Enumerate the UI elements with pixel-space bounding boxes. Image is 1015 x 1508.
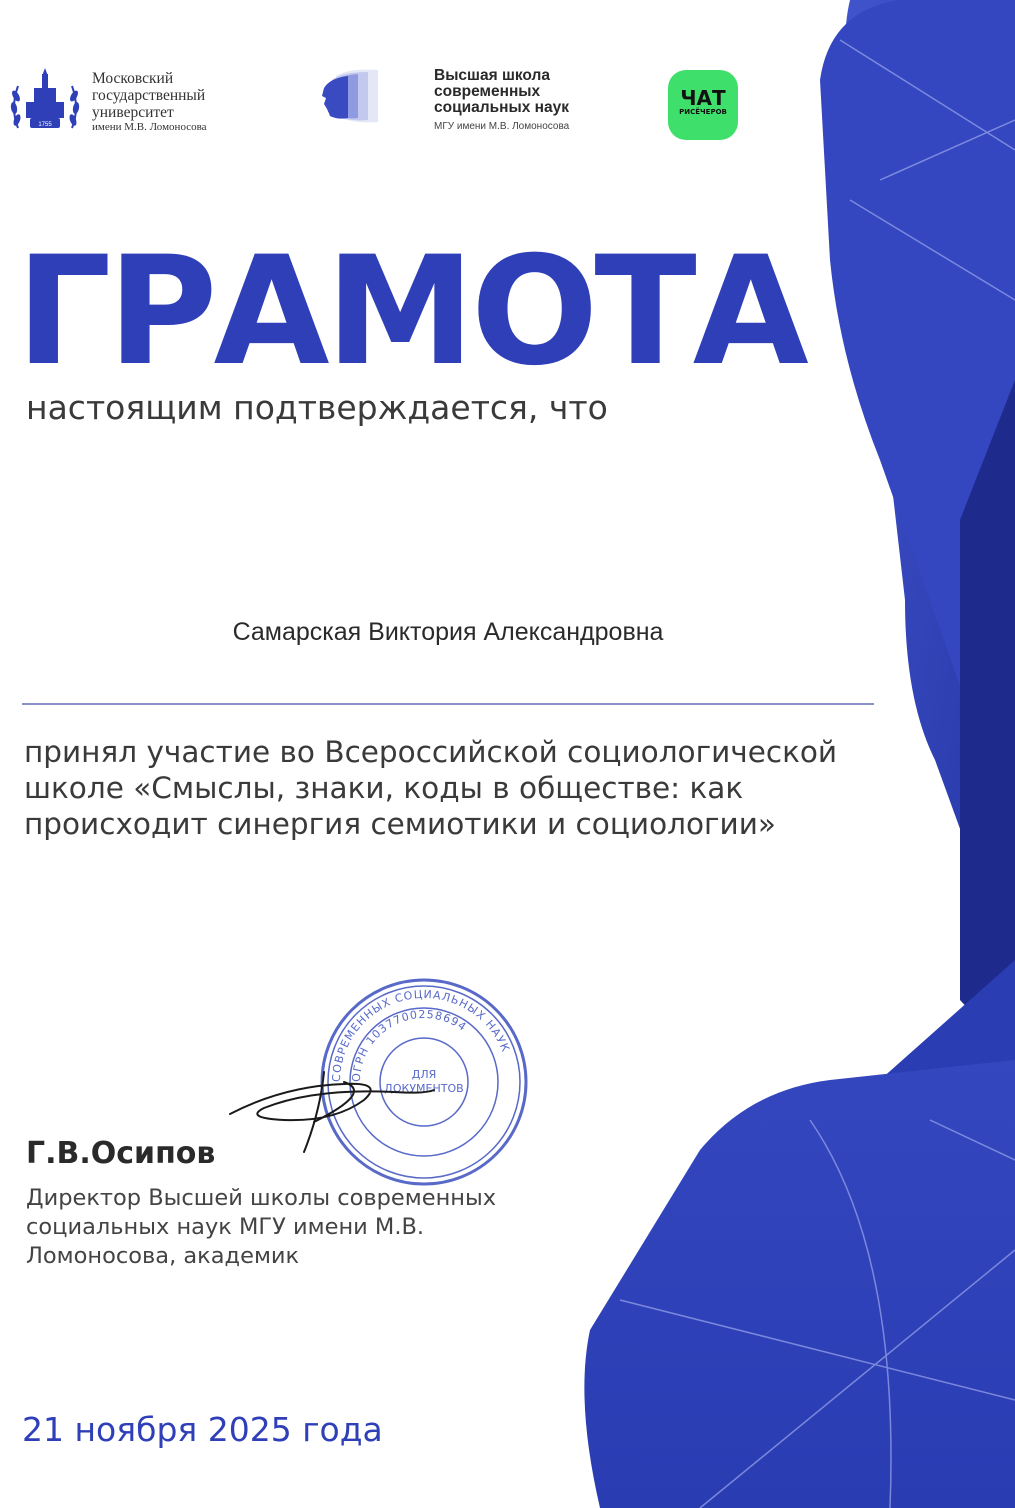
hs-name-line3: социальных наук [434,99,570,116]
hs-name-line2: современных [434,83,541,100]
svg-text:ОГРН 1037700258694: ОГРН 1037700258694 [349,1007,470,1083]
signer-name: Г.В.Осипов [26,1136,216,1171]
msu-emblem-icon [8,68,82,140]
signer-title: Директор Высшей школы современных социальных наук МГУ имени М.В. Ломоносова, академик [26,1185,497,1269]
hs-name-line4: МГУ имени М.В. Ломоносова [434,121,570,132]
participation-text: принял участие во Всероссийской социологической школе «Смыслы, знаки, коды в обществе: как происходит синергия семиотики и социологии» [24,735,838,841]
certificate-date: 21 ноября 2025 года [22,1410,383,1449]
chat-researchers-logo [668,70,738,140]
faces-profile-icon [318,66,418,126]
svg-text:СОВРЕМЕННЫХ СОЦИАЛЬНЫХ НАУК: СОВРЕМЕННЫХ СОЦИАЛЬНЫХ НАУК [329,987,513,1083]
handwritten-signature [224,1052,474,1162]
stamp-center-line1: ДЛЯ [411,1068,437,1081]
certificate-title: ГРАМОТА [16,225,805,399]
svg-text:1755: 1755 [38,122,52,128]
msu-name-line1: Московский [92,70,174,87]
higher-school-logo [318,66,618,146]
msu-name-line2: государственный [92,87,206,104]
msu-name-line3: университет [92,104,174,121]
deco-shape-bottom [584,1060,1015,1508]
recipient-name: Самарская Виктория Александровна [232,618,664,646]
hs-name-line1: Высшая школа [434,67,550,84]
certificate-subtitle: настоящим подтверждается, что [26,388,608,427]
recipient-underline [22,703,874,705]
chat-logo-subtitle: РИСЁЧЕРОВ [679,108,727,116]
msu-name-line4: имени М.В. Ломоносова [92,121,207,133]
msu-logo [8,68,248,140]
chat-logo-title: ЧАТ [680,86,726,110]
stamp-center-line2: ДОКУМЕНТОВ [384,1082,464,1095]
